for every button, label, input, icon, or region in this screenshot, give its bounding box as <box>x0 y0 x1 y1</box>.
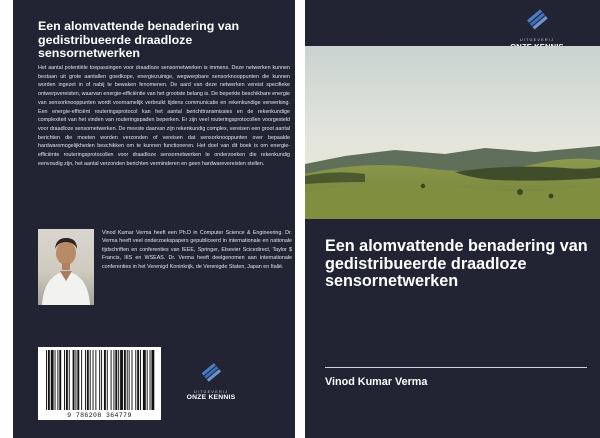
landscape-photo <box>305 46 600 219</box>
barcode-bar <box>93 350 94 410</box>
author-photo <box>38 229 94 305</box>
barcode-bar <box>81 350 82 410</box>
barcode-bar <box>75 350 76 410</box>
barcode-bar <box>115 350 117 410</box>
barcode-bar <box>51 350 54 410</box>
barcode-bar <box>135 350 136 410</box>
back-publisher-logo <box>176 360 246 401</box>
title-divider <box>325 367 587 368</box>
barcode-bar <box>111 350 112 410</box>
barcode-bar <box>101 350 102 410</box>
author-bio: Vinod Kumar Verma heeft een Ph.D in Computer Science & Engineering. Dr. Verma heeft veel onderzoekspapers gepubliceerd in internationale en nationale tijdschriften en conferenties van IEEE, Springer, Elsevier Scicedirect, Taylor $ Francis, IIIS en WSEAS. Dr. Verma heeft deelgenomen aan internationale conferenties in het Verenigd Koninkrijk, de Verenigde Staten, Japan en Italië. <box>102 230 292 270</box>
barcode-bar <box>66 350 68 410</box>
publisher-book-icon <box>198 360 224 384</box>
barcode-bar <box>124 350 126 410</box>
barcode-bar <box>95 350 96 410</box>
barcode-bar <box>129 350 130 410</box>
front-publisher-logo <box>506 6 568 51</box>
barcode-bar <box>107 350 108 410</box>
barcode-bar <box>77 350 79 410</box>
barcode-bars <box>38 350 161 413</box>
back-publisher-name: ONZE KENNIS <box>186 394 236 401</box>
front-cover <box>305 0 600 438</box>
barcode-bar <box>150 350 151 410</box>
barcode-bar <box>127 350 128 410</box>
barcode-bar <box>113 350 114 410</box>
barcode-bar <box>120 350 123 410</box>
barcode-number: 9 786208 364779 <box>67 412 132 419</box>
barcode-bar <box>59 350 61 410</box>
barcode-bar <box>57 350 58 410</box>
barcode-bar <box>90 350 91 410</box>
barcode-bar <box>132 350 133 410</box>
back-publisher-small: UITGEVERIJ <box>193 390 229 394</box>
back-cover <box>13 0 295 438</box>
barcode-bar <box>87 350 89 410</box>
barcode <box>38 347 161 420</box>
barcode-bar <box>104 350 106 410</box>
barcode-bar <box>64 350 65 410</box>
front-publisher-small: UITGEVERIJ <box>519 38 555 42</box>
barcode-bar <box>46 350 47 410</box>
barcode-bar <box>73 350 75 410</box>
barcode-bar <box>55 350 56 410</box>
barcode-bar <box>99 350 100 410</box>
barcode-bar <box>137 350 139 410</box>
barcode-bar <box>147 350 148 410</box>
barcode-bar <box>140 350 141 410</box>
barcode-bar <box>143 350 146 410</box>
barcode-bar <box>85 350 86 410</box>
barcode-bar <box>69 350 70 410</box>
front-author: Vinod Kumar Verma <box>325 376 428 388</box>
publisher-book-icon <box>523 6 551 32</box>
front-title: Een alomvattende benadering van gedistribueerde draadloze sensornetwerken <box>325 237 588 291</box>
back-blurb: Het aantal potentiële toepassingen voor draadloze sensornetwerken is immens. Deze netwerken kunnen bestaan uit grote aantallen goedkope, energiezuinige, wegwerpbare sensorknooppunten die kunnen worden ingezet in of nabij te bewaken fenomenen. De aard van deze netwerken vereist specifieke ontwerpvereisten, waarvan energie-efficiëntie van het grootste belang is. De beperkte beschikbare energie van sensorknooppunten wordt voornamelijk verbruikt tijdens communicatie en rekenkundige verwerking. Een energie-efficiënt routeringsprotocol kan het aantal berichttransmissies en de rekenkundige complexiteit van het vinden van routeringspaden beperken. Er zijn veel routeringsprotocollen voorgesteld voor draadloze sensornetwerken. De meeste daarvan zijn rekenkundig complex, vereisen een groot aantal berichten die moeten worden verzonden of vereisen dat sensorknooppunten over bepaalde hardwaremogelijkheden beschikken om te kunnen functioneren. Het doel van dit boek is om energie-efficiënte routeringsprotocollen voor draadloze sensornetwerken te onderzoeken die rekenkundig eenvoudig zijn, het aantal verzonden berichten verminderen en geen hardwarevereisten stellen. <box>38 65 290 167</box>
barcode-bar <box>48 350 50 410</box>
back-title: Een alomvattende benadering van gedistribueerde draadloze sensornetwerken <box>38 19 240 60</box>
barcode-bar <box>118 350 119 410</box>
barcode-bar <box>151 350 154 410</box>
